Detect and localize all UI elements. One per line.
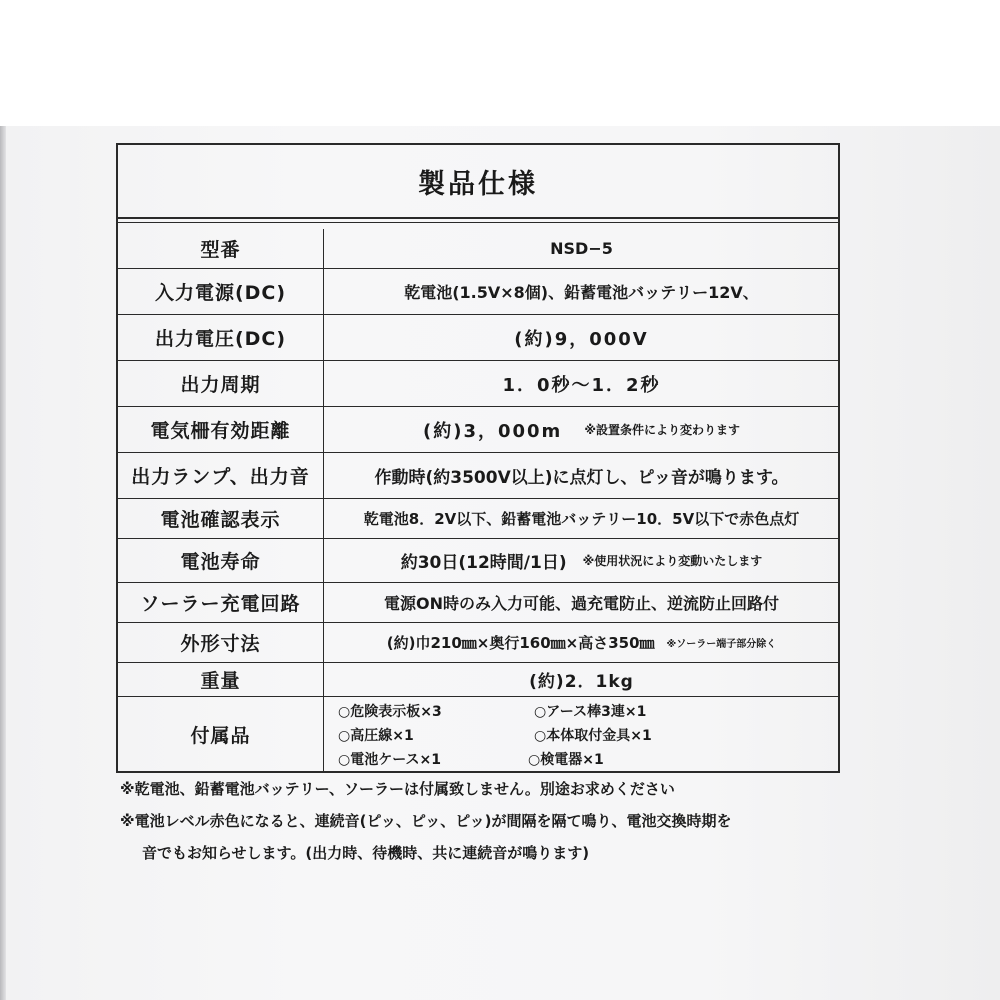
row-value: (約)3，000m <box>423 420 563 442</box>
accessory-item: ○高圧線×1 <box>338 728 414 744</box>
row-value-wrap <box>325 407 838 452</box>
row-value: 作動時(約3500V以上)に点灯し、ピッ音が鳴ります。 <box>374 468 789 488</box>
row-note: ※設置条件により変わります <box>584 423 740 437</box>
row-note: ※ソーラー端子部分除く <box>666 639 777 650</box>
row-value: (約)巾210㎜×奥行160㎜×高さ350㎜ <box>386 634 655 652</box>
table-row-dimensions <box>118 623 838 663</box>
row-label: ソーラー充電回路 <box>118 583 324 622</box>
row-label: 電池確認表示 <box>118 499 324 538</box>
row-label: 出力電圧(DC) <box>118 315 324 360</box>
row-label: 電池寿命 <box>118 539 324 582</box>
row-label: 型番 <box>118 229 324 268</box>
table-row-solar-circuit <box>118 583 838 623</box>
row-value: 乾電池8．2V以下、鉛蓄電池バッテリー10．5V以下で赤色点灯 <box>363 510 800 528</box>
table-row-model <box>118 229 838 269</box>
accessory-item: ○本体取付金具×1 <box>534 728 652 744</box>
paper-edge <box>0 126 6 1000</box>
row-label: 外形寸法 <box>118 623 324 662</box>
row-note: ※使用状況により変動いたします <box>582 554 763 568</box>
accessory-item: ○検電器×1 <box>528 752 604 768</box>
table-row-input-power <box>118 269 838 315</box>
table-row-weight <box>118 663 838 697</box>
row-value: 電源ON時のみ入力可能、過充電防止、逆流防止回路付 <box>384 594 779 613</box>
table-row-output-lamp <box>118 453 838 499</box>
row-label: 付属品 <box>118 697 324 771</box>
table-row-battery-life <box>118 539 838 583</box>
table-row-output-cycle <box>118 361 838 407</box>
row-value-wrap <box>325 623 838 662</box>
table-row-accessories <box>118 697 838 771</box>
row-label: 電気柵有効距離 <box>118 407 324 452</box>
row-value: 1．0秒〜1．2秒 <box>502 374 661 396</box>
row-value: (約)2．1kg <box>529 672 634 692</box>
accessory-item: ○危険表示板×3 <box>338 704 442 720</box>
row-value: 乾電池(1.5V×8個)、鉛蓄電池バッテリー12V、 <box>404 283 759 302</box>
row-label: 出力ランプ、出力音 <box>118 453 324 498</box>
row-label: 出力周期 <box>118 361 324 406</box>
accessory-item: ○アース棒3連×1 <box>534 704 647 720</box>
row-label: 重量 <box>118 663 324 696</box>
row-value-wrap <box>325 539 838 582</box>
row-value: NSD−5 <box>550 239 613 258</box>
footnote: ※乾電池、鉛蓄電池バッテリー、ソーラーは付属致しません。別途お求めください <box>120 780 675 798</box>
table-row-battery-indicator <box>118 499 838 539</box>
row-value: (約)9，000V <box>514 328 649 350</box>
table-row-output-voltage <box>118 315 838 361</box>
spec-table <box>116 143 840 773</box>
table-title: 製品仕様 <box>118 145 838 219</box>
accessory-item: ○電池ケース×1 <box>338 752 441 768</box>
footnote: ※電池レベル赤色になると、連続音(ピッ、ピッ、ピッ)が間隔を隔て鳴り、電池交換時期を <box>120 812 732 830</box>
row-value: 約30日(12時間/1日) <box>400 553 567 573</box>
footnotes <box>120 776 980 866</box>
accessories-list <box>338 701 818 773</box>
row-label: 入力電源(DC) <box>118 269 324 314</box>
footnote-continuation: 音でもお知らせします。(出力時、待機時、共に連続音が鳴ります) <box>142 844 590 862</box>
table-row-effective-distance <box>118 407 838 453</box>
